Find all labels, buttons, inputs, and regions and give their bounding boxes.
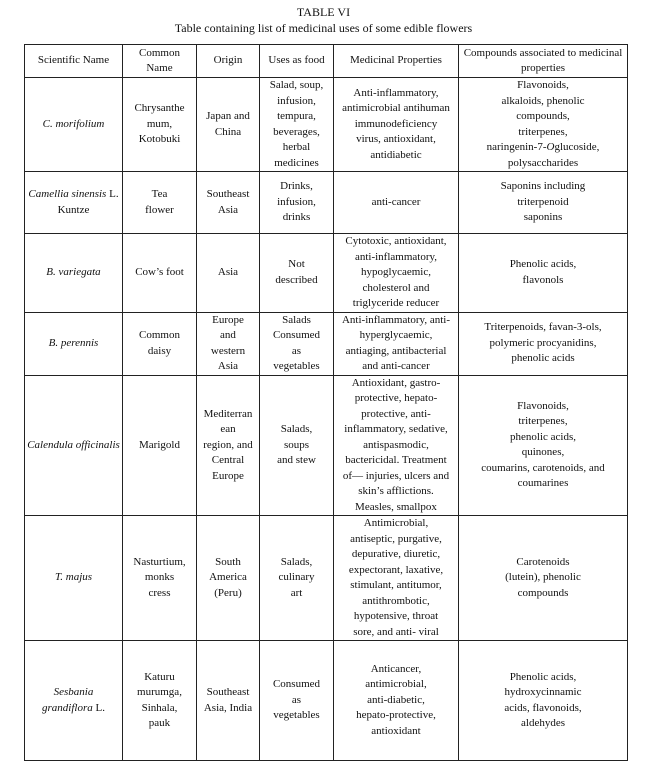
- cell-origin-line: (Peru): [214, 586, 242, 599]
- cell-uses-as-food-line: Salad, soup,: [269, 79, 324, 91]
- cell-origin-line: Asia: [217, 203, 239, 216]
- cell-medicinal-properties-line: stimulant, antitumor,: [350, 579, 442, 591]
- cell-medicinal-properties-line: hypoglycaemic,: [361, 266, 431, 278]
- cell-uses-as-food-line: described: [275, 273, 318, 286]
- header-medicinal-properties: Medicinal Properties: [334, 45, 459, 78]
- scientific-name-italic: B. variegata: [46, 266, 101, 278]
- cell-medicinal-properties-line: hypotensive, throat: [353, 610, 439, 622]
- cell-common-name-line: Nasturtium,: [133, 555, 186, 568]
- cell-common-name-line: Katuru: [144, 670, 175, 683]
- cell-common-name-line: pauk: [148, 717, 171, 729]
- cell-common-name-line: Kotobuki: [138, 133, 181, 146]
- cell-medicinal-properties-line: Cytotoxic, antioxidant,: [345, 235, 447, 247]
- cell-origin-line: Japan and: [206, 110, 250, 122]
- cell-origin: [197, 641, 260, 761]
- edible-flowers-table: [24, 44, 628, 761]
- cell-medicinal-properties: [334, 312, 459, 375]
- cell-compounds-line: saponins: [523, 211, 563, 224]
- cell-medicinal-properties-line: antiaging, antibacterial: [345, 344, 447, 357]
- cell-medicinal-properties-line: bactericidal. Treatment: [345, 454, 447, 466]
- header-compounds: Compounds associated to medicinal properties: [459, 45, 628, 78]
- cell-medicinal-properties-line: hepato-protective,: [356, 709, 436, 722]
- cell-compounds: [459, 172, 628, 234]
- cell-origin-line: western: [210, 344, 246, 357]
- cell-uses-as-food-line: as: [291, 344, 302, 357]
- scientific-name-italic: C. morifolium: [42, 117, 105, 130]
- cell-compounds-line: triterpenes,: [518, 415, 568, 428]
- cell-medicinal-properties-line: protective, anti-: [361, 407, 431, 420]
- cell-common-name-line: daisy: [147, 344, 172, 357]
- cell-scientific-name: [25, 172, 123, 234]
- cell-medicinal-properties: [334, 234, 459, 313]
- cell-scientific-name: [25, 375, 123, 516]
- table-row: [25, 78, 628, 172]
- cell-origin: [197, 172, 260, 234]
- cell-medicinal-properties-line: and anti-cancer: [362, 360, 430, 372]
- cell-common-name-line: Marigold: [139, 438, 180, 451]
- cell-compounds-line: Phenolic acids,: [509, 670, 577, 683]
- cell-uses-as-food-line: as: [291, 693, 302, 706]
- cell-origin-line: Asia: [217, 360, 239, 372]
- cell-uses-as-food-line: Salads: [282, 313, 311, 326]
- cell-common-name-line: flower: [145, 203, 174, 216]
- cell-compounds-line: compounds: [517, 586, 569, 599]
- cell-compounds-line: quinones,: [521, 446, 565, 459]
- cell-compounds-line: Carotenoids: [516, 555, 570, 568]
- cell-medicinal-properties-line: immunodeficiency: [354, 117, 438, 130]
- cell-medicinal-properties: [334, 641, 459, 761]
- cell-compounds-line: Triterpenoids, favan-3-ols,: [484, 321, 602, 334]
- cell-common-name-line: Common: [139, 329, 180, 341]
- cell-medicinal-properties-line: antimicrobial,: [365, 678, 427, 691]
- compound-text: naringenin-7-: [486, 141, 547, 153]
- cell-origin-line: South: [215, 555, 241, 568]
- table-caption: Table containing list of medicinal uses of some edible flowers: [174, 21, 473, 35]
- cell-uses-as-food-line: Salads,: [280, 423, 313, 435]
- cell-compounds: [459, 516, 628, 641]
- cell-medicinal-properties-line: Measles, smallpox: [355, 500, 437, 513]
- cell-common-name-line: mum,: [146, 117, 173, 130]
- cell-uses-as-food-line: tempura,: [277, 110, 316, 122]
- cell-medicinal-properties-line: cholesterol and: [362, 281, 430, 294]
- cell-uses-as-food-line: beverages,: [273, 125, 320, 138]
- cell-common-name: [123, 78, 197, 172]
- cell-compounds-line: compounds,: [516, 110, 570, 122]
- cell-scientific-name: [25, 516, 123, 641]
- scientific-name-author: L.: [92, 701, 105, 714]
- cell-medicinal-properties-line: anti-diabetic,: [367, 693, 425, 706]
- cell-medicinal-properties: [334, 78, 459, 172]
- cell-medicinal-properties: [334, 375, 459, 516]
- cell-common-name: [123, 172, 197, 234]
- title-block: [0, 5, 647, 35]
- cell-compounds-line: hydroxycinnamic: [504, 686, 582, 698]
- cell-uses-as-food-line: medicines: [274, 156, 319, 169]
- cell-uses-as-food-line: vegetables: [273, 360, 320, 372]
- cell-origin-line: Mediterran: [203, 407, 253, 420]
- cell-medicinal-properties-line: Antimicrobial,: [363, 517, 429, 529]
- cell-medicinal-properties-line: protective, hepato-: [354, 392, 438, 404]
- compound-text: glucoside,: [554, 141, 600, 153]
- cell-medicinal-properties-line: antispasmodic,: [363, 438, 429, 451]
- cell-origin-line: ean: [220, 423, 236, 435]
- header-row: [25, 45, 628, 78]
- cell-uses-as-food-line: Not: [288, 258, 305, 271]
- cell-medicinal-properties-line: skin’s afflictions.: [358, 485, 434, 497]
- table-row: [25, 234, 628, 313]
- cell-uses-as-food-line: Consumed: [272, 329, 321, 341]
- cell-common-name: [123, 234, 197, 313]
- cell-uses-as-food: [260, 78, 334, 172]
- cell-scientific-name: [25, 641, 123, 761]
- cell-origin-line: Central: [211, 454, 245, 466]
- cell-uses-as-food-line: and stew: [277, 454, 316, 466]
- cell-origin-line: China: [214, 125, 242, 138]
- cell-uses-as-food-line: art: [290, 586, 303, 599]
- cell-origin-line: Europe: [212, 313, 244, 326]
- scientific-name-italic: Calendula officinalis: [27, 438, 120, 451]
- cell-compounds: [459, 234, 628, 313]
- cell-compounds-line: triterpenoid: [517, 195, 569, 208]
- cell-origin: [197, 375, 260, 516]
- cell-uses-as-food-line: Salads,: [280, 555, 313, 568]
- cell-compounds: [459, 78, 628, 172]
- cell-compounds-line: [461, 140, 625, 156]
- cell-compounds-line: phenolic acids: [511, 352, 575, 365]
- cell-compounds: [459, 312, 628, 375]
- cell-common-name-line: cress: [148, 586, 171, 599]
- cell-compounds-line: aldehydes: [521, 717, 565, 729]
- cell-origin-line: America: [209, 571, 247, 584]
- cell-medicinal-properties-line: expectorant, laxative,: [348, 563, 444, 576]
- scientific-name-italic: T. majus: [54, 571, 93, 584]
- cell-compounds-line: triterpenes,: [518, 125, 568, 138]
- table-title: TABLE VI: [296, 5, 351, 19]
- header-common-name: Common Name: [123, 45, 197, 78]
- cell-origin: [197, 78, 260, 172]
- cell-compounds-line: flavonols: [522, 273, 564, 286]
- cell-medicinal-properties-line: antithrombotic,: [362, 594, 430, 607]
- cell-compounds-line: coumarines: [517, 477, 569, 490]
- cell-medicinal-properties-line: sore, and anti- viral: [353, 625, 439, 638]
- cell-common-name-line: Sinhala,: [141, 701, 178, 714]
- cell-medicinal-properties: [334, 172, 459, 234]
- header-origin: Origin: [197, 45, 260, 78]
- cell-uses-as-food: [260, 375, 334, 516]
- cell-medicinal-properties-line: antiseptic, purgative,: [350, 532, 442, 545]
- compound-text-italic: O: [546, 141, 555, 153]
- cell-uses-as-food: [260, 516, 334, 641]
- cell-origin-line: Southeast: [206, 188, 250, 200]
- cell-scientific-name: [25, 78, 123, 172]
- cell-medicinal-properties-line: antioxidant: [371, 724, 421, 737]
- cell-medicinal-properties-line: Anti-inflammatory, anti-: [341, 313, 451, 326]
- cell-medicinal-properties-line: inflammatory, sedative,: [344, 423, 448, 435]
- cell-origin-line: and: [220, 329, 236, 341]
- cell-medicinal-properties-line: antimicrobial antihuman: [342, 102, 450, 115]
- cell-medicinal-properties-line: Anticancer,: [370, 662, 422, 675]
- cell-origin-line: Asia: [217, 266, 239, 278]
- cell-medicinal-properties-line: of— injuries, ulcers and: [342, 469, 450, 482]
- cell-compounds: [459, 375, 628, 516]
- cell-compounds-line: Saponins including: [500, 180, 586, 193]
- cell-uses-as-food-line: drinks: [282, 211, 311, 224]
- cell-compounds-line: (lutein), phenolic: [505, 571, 581, 584]
- table-row: [25, 172, 628, 234]
- cell-medicinal-properties-line: depurative, diuretic,: [351, 548, 441, 560]
- cell-medicinal-properties-line: Anti-inflammatory,: [353, 86, 439, 99]
- cell-medicinal-properties-line: hyperglycaemic,: [359, 329, 433, 341]
- cell-origin: [197, 234, 260, 313]
- scientific-name-italic: Camellia sinensis: [28, 188, 107, 200]
- cell-origin-line: Europe: [212, 469, 244, 482]
- cell-medicinal-properties-line: anti-inflammatory,: [354, 250, 438, 263]
- cell-uses-as-food-line: soups: [283, 438, 310, 451]
- cell-compounds-line: phenolic acids,: [510, 430, 576, 443]
- cell-common-name-line: Tea: [151, 188, 168, 200]
- cell-uses-as-food-line: herbal: [282, 141, 311, 153]
- table-row: [25, 516, 628, 641]
- scientific-name-author: L. Kuntze: [57, 188, 119, 216]
- scientific-name-italic: Sesbania grandiflora: [42, 686, 94, 714]
- cell-medicinal-properties-line: antidiabetic: [370, 148, 422, 161]
- cell-origin: [197, 312, 260, 375]
- cell-uses-as-food-line: infusion,: [277, 94, 316, 107]
- table-row: [25, 375, 628, 516]
- cell-medicinal-properties: [334, 516, 459, 641]
- cell-uses-as-food: [260, 234, 334, 313]
- cell-uses-as-food-line: infusion,: [277, 195, 316, 208]
- cell-uses-as-food-line: vegetables: [273, 709, 320, 722]
- cell-medicinal-properties-line: triglyceride reducer: [352, 297, 440, 309]
- cell-common-name-line: monks: [144, 571, 175, 584]
- cell-origin: [197, 516, 260, 641]
- cell-common-name-line: Chrysanthe: [134, 102, 185, 115]
- cell-medicinal-properties-line: virus, antioxidant,: [356, 133, 436, 146]
- header-uses-as-food: Uses as food: [260, 45, 334, 78]
- cell-medicinal-properties-line: Antioxidant, gastro-: [351, 376, 441, 389]
- cell-uses-as-food: [260, 312, 334, 375]
- cell-origin-line: Southeast: [206, 686, 250, 698]
- cell-uses-as-food: [260, 172, 334, 234]
- cell-uses-as-food-line: culinary: [278, 571, 315, 584]
- scientific-name-italic: B. perennis: [48, 336, 99, 349]
- cell-common-name-line: murumga,: [137, 686, 182, 698]
- cell-compounds-line: Phenolic acids,: [509, 258, 577, 271]
- cell-compounds-line: polysaccharides: [507, 156, 579, 169]
- cell-compounds-line: acids, flavonoids,: [504, 701, 582, 714]
- cell-compounds: [459, 641, 628, 761]
- cell-common-name-line: Cow’s foot: [135, 266, 184, 278]
- cell-compounds-line: alkaloids, phenolic: [501, 94, 585, 107]
- cell-uses-as-food-line: Consumed: [272, 678, 321, 691]
- cell-common-name: [123, 641, 197, 761]
- cell-origin-line: Asia, India: [203, 701, 253, 714]
- cell-common-name: [123, 516, 197, 641]
- cell-scientific-name: [25, 312, 123, 375]
- cell-compounds-line: Flavonoids,: [517, 79, 569, 91]
- header-scientific-name: Scientific Name: [25, 45, 123, 78]
- cell-compounds-line: polymeric procyanidins,: [489, 336, 597, 349]
- cell-uses-as-food: [260, 641, 334, 761]
- cell-compounds-line: coumarins, carotenoids, and: [481, 461, 605, 474]
- cell-common-name: [123, 375, 197, 516]
- cell-origin-line: region, and: [203, 438, 253, 451]
- cell-medicinal-properties-line: anti-cancer: [371, 195, 421, 208]
- table-row: [25, 312, 628, 375]
- cell-scientific-name: [25, 234, 123, 313]
- cell-common-name: [123, 312, 197, 375]
- cell-uses-as-food-line: Drinks,: [280, 180, 313, 193]
- table-row: [25, 641, 628, 761]
- cell-compounds-line: Flavonoids,: [517, 399, 569, 412]
